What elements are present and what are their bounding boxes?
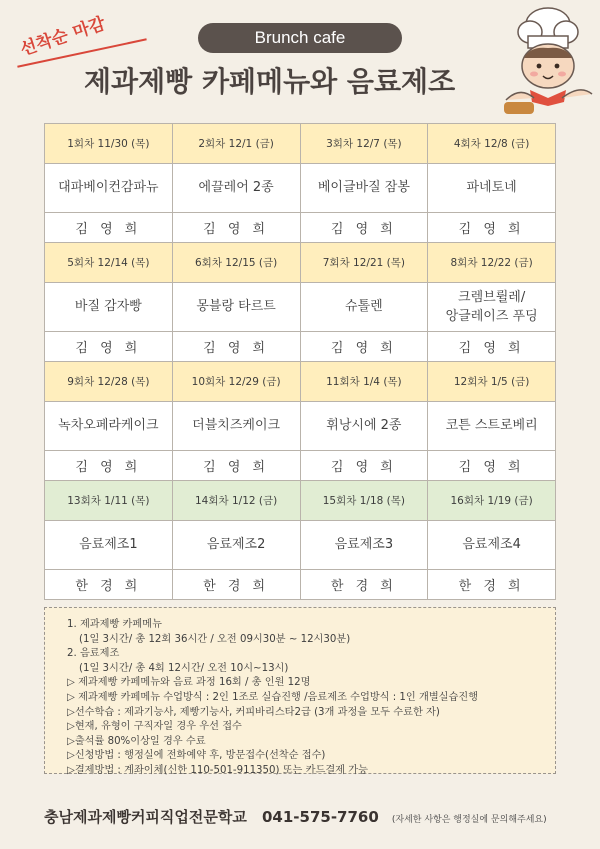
session-instructor-cell: 한 경 희 — [45, 570, 173, 600]
session-date-row — [45, 481, 556, 521]
brunch-cafe-badge: Brunch cafe — [198, 23, 402, 53]
session-date-row — [45, 362, 556, 402]
session-menu-cell: 코튼 스트로베리 — [428, 402, 556, 451]
session-instructor-row — [45, 213, 556, 243]
session-menu-cell: 베이글바질 잠봉 — [300, 164, 428, 213]
session-date-cell: 9회차 12/28 (목) — [45, 362, 173, 402]
session-menu-cell: 파네토네 — [428, 164, 556, 213]
session-menu-row — [45, 521, 556, 570]
session-instructor-cell: 한 경 희 — [428, 570, 556, 600]
session-menu-cell: 몽블랑 타르트 — [172, 283, 300, 332]
session-date-cell: 13회차 1/11 (목) — [45, 481, 173, 521]
school-name: 충남제과제빵커피직업전문학교 — [44, 808, 247, 826]
info-line: ▷ 제과제빵 카페메뉴와 음료 과정 16회 / 총 인원 12명 — [67, 677, 311, 689]
session-instructor-cell: 한 경 희 — [172, 570, 300, 600]
session-date-cell: 3회차 12/7 (목) — [300, 124, 428, 164]
chef-illustration — [500, 2, 596, 118]
session-instructor-cell: 김 영 희 — [172, 213, 300, 243]
info-line: (1일 3시간/ 총 4회 12시간/ 오전 10시~13시) — [79, 662, 289, 674]
session-date-cell: 15회차 1/18 (목) — [300, 481, 428, 521]
session-menu-cell: 음료제조2 — [172, 521, 300, 570]
course-info-box — [44, 607, 556, 774]
info-line: ▷신청방법 : 행정실에 전화예약 후, 방문접수(선착순 접수) — [67, 750, 326, 762]
session-instructor-cell: 김 영 희 — [300, 213, 428, 243]
session-instructor-cell: 김 영 희 — [172, 332, 300, 362]
session-menu-cell: 더블치즈케이크 — [172, 402, 300, 451]
session-menu-cell: 녹차오페라케이크 — [45, 402, 173, 451]
info-line: (1일 3시간/ 총 12회 36시간 / 오전 09시30분 ~ 12시30분) — [79, 633, 351, 645]
session-menu-cell: 에끌레어 2종 — [172, 164, 300, 213]
info-line: ▷결제방법 : 계좌이체(신한 110-501-911350) 또는 카드결제 가능 — [67, 764, 368, 776]
phone-number: 041-575-7760 — [261, 808, 379, 826]
session-instructor-cell: 김 영 희 — [45, 451, 173, 481]
session-menu-cell: 바질 감자빵 — [45, 283, 173, 332]
session-instructor-row — [45, 332, 556, 362]
session-instructor-row — [45, 451, 556, 481]
session-menu-cell: 대파베이컨감파뉴 — [45, 164, 173, 213]
session-date-row — [45, 243, 556, 283]
session-menu-cell: 슈톨렌 — [300, 283, 428, 332]
session-date-cell: 7회차 12/21 (목) — [300, 243, 428, 283]
session-date-cell: 12회차 1/5 (금) — [428, 362, 556, 402]
session-date-cell: 6회차 12/15 (금) — [172, 243, 300, 283]
footer — [44, 806, 564, 827]
session-instructor-cell: 한 경 희 — [300, 570, 428, 600]
session-menu-row — [45, 283, 556, 332]
info-line: ▷선수학습 : 제과기능사, 제빵기능사, 커피바리스타2급 (3개 과정을 모두 수료한 자) — [67, 706, 440, 718]
session-instructor-cell: 김 영 희 — [428, 213, 556, 243]
session-instructor-cell: 김 영 희 — [45, 332, 173, 362]
session-menu-cell: 음료제조1 — [45, 521, 173, 570]
session-date-row — [45, 124, 556, 164]
session-menu-cell: 음료제조4 — [428, 521, 556, 570]
session-date-cell: 4회차 12/8 (금) — [428, 124, 556, 164]
session-instructor-cell: 김 영 희 — [172, 451, 300, 481]
session-instructor-cell: 김 영 희 — [428, 451, 556, 481]
info-line: 2. 음료제조 — [67, 648, 120, 660]
session-instructor-cell: 김 영 희 — [45, 213, 173, 243]
session-date-cell: 10회차 12/29 (금) — [172, 362, 300, 402]
session-menu-row — [45, 164, 556, 213]
session-instructor-cell: 김 영 희 — [300, 332, 428, 362]
session-date-cell: 8회차 12/22 (금) — [428, 243, 556, 283]
info-line: ▷출석률 80%이상일 경우 수료 — [67, 735, 206, 747]
session-date-cell: 2회차 12/1 (금) — [172, 124, 300, 164]
session-menu-cell: 음료제조3 — [300, 521, 428, 570]
info-line: ▷ 제과제빵 카페메뉴 수업방식 : 2인 1조로 실습진행 /음료제조 수업방식 : 1인 개별실습진행 — [67, 691, 479, 703]
first-come-stamp: 선착순 마감 — [17, 13, 108, 60]
inquiry-note: (자세한 사항은 행정실에 문의해주세요) — [391, 815, 547, 825]
session-date-cell: 14회차 1/12 (금) — [172, 481, 300, 521]
info-line: 1. 제과제빵 카페메뉴 — [67, 619, 162, 630]
session-instructor-cell: 김 영 희 — [300, 451, 428, 481]
session-date-cell: 11회차 1/4 (목) — [300, 362, 428, 402]
session-instructor-row — [45, 570, 556, 600]
session-date-cell: 5회차 12/14 (목) — [45, 243, 173, 283]
session-menu-cell: 크렘브륄레/ 앙글레이즈 푸딩 — [428, 283, 556, 332]
session-instructor-cell: 김 영 희 — [428, 332, 556, 362]
page-title: 제과제빵 카페메뉴와 음료제조 — [84, 65, 456, 98]
session-menu-row — [45, 402, 556, 451]
session-date-cell: 16회차 1/19 (금) — [428, 481, 556, 521]
class-schedule-table — [44, 123, 556, 600]
session-date-cell: 1회차 11/30 (목) — [45, 124, 173, 164]
info-line: ▷현재, 유형이 구직자일 경우 우선 접수 — [67, 721, 242, 733]
session-menu-cell: 휘낭시에 2종 — [300, 402, 428, 451]
